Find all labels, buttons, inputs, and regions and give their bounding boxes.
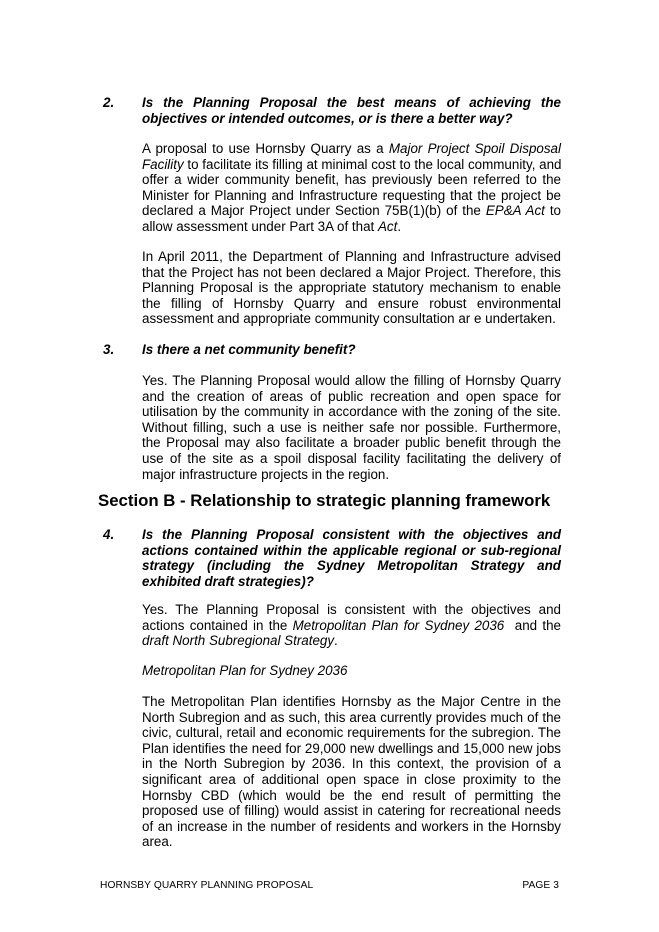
text-run: declared a Major Project under Section 75B(1)(b) of the [142, 203, 486, 219]
paragraph-line: area. [142, 834, 173, 850]
paragraph-line: Without filling, such a use is neither safe nor possible. Furthermore, [142, 419, 561, 435]
question-line: strategy (including the Sydney Metropolitan Strategy and [142, 558, 561, 574]
paragraph-line: major infrastructure projects in the region. [142, 466, 390, 482]
paragraph-consistent [142, 602, 561, 649]
text-run: allow assessment under Part 3A of that [142, 218, 378, 234]
paragraph-line: significant area of additional open space in close proximity to the [142, 771, 561, 787]
question-number: 2. [103, 95, 115, 110]
paragraph-line [142, 203, 561, 219]
question-text [142, 527, 561, 589]
paragraph-line: proposed use of filling) would assist in catering for recreational needs [142, 803, 561, 819]
italic-run: Act [377, 218, 398, 234]
footer-document-title: HORNSBY QUARRY PLANNING PROPOSAL [100, 880, 314, 891]
paragraph-line: that the Project has not been declared a Major Project. Therefore, this [142, 264, 561, 280]
question-line: Is the Planning Proposal the best means of achieving the [142, 95, 561, 110]
paragraph-line [142, 633, 561, 649]
text-run: and the [504, 617, 562, 633]
paragraph-line: Yes. The Planning Proposal is consistent with the objectives and [142, 602, 561, 617]
text-run: . [334, 633, 338, 649]
paragraph-line: assessment and appropriate community consultation ar e undertaken. [142, 311, 556, 327]
paragraph-line: Planning Proposal is the appropriate statutory mechanism to enable [142, 280, 561, 296]
question-line: Is there a net community benefit? [142, 342, 356, 357]
italic-run: draft North Subregional Strategy [142, 633, 335, 649]
paragraph-line: offer a wider community benefit, has previously been referred to the [142, 172, 561, 188]
paragraph-line: utilisation by the community in accordance with the zoning of the site. [142, 404, 561, 420]
paragraph-major-project [142, 141, 561, 235]
question-number: 3. [103, 342, 115, 357]
text-run: to [544, 203, 561, 219]
paragraph-metropolitan-plan [142, 694, 561, 850]
question-line: objectives or intended outcomes, or is there a better way? [142, 110, 513, 126]
text-run: to facilitate its filling at minimal cost to the local community, and [183, 156, 562, 172]
paragraph-line: civic, cultural, retail and economic requirements for the subregion. The [142, 725, 561, 741]
paragraph-line: Yes. The Planning Proposal would allow the filling of Hornsby Quarry [142, 373, 561, 388]
footer-page-number: PAGE 3 [522, 880, 559, 891]
question-line: actions contained within the applicable regional or sub-regional [142, 542, 561, 558]
italic-run: Metropolitan Plan for Sydney 2036 [292, 617, 505, 633]
question-line: Is the Planning Proposal consistent with the objectives and [142, 527, 561, 542]
subheading-metropolitan-plan: Metropolitan Plan for Sydney 2036 [142, 663, 348, 678]
paragraph-line [142, 618, 561, 634]
paragraph-line: Minister for Planning and Infrastructure requesting that the project be [142, 187, 561, 203]
paragraph-line: the Proposal may also facilitate a broader public benefit through the [142, 435, 561, 451]
paragraph-april-2011 [142, 249, 561, 327]
section-heading: Section B - Relationship to strategic planning framework [98, 491, 551, 510]
italic-run: Facility [142, 156, 184, 172]
paragraph-line [142, 157, 561, 173]
italic-run: EP&A Act [485, 203, 545, 219]
italic-run: Major Project Spoil Disposal [388, 141, 561, 156]
paragraph-line: In April 2011, the Department of Planning and Infrastructure advised [142, 249, 561, 264]
paragraph-line: North Subregion and as such, this area currently provides much of the [142, 709, 561, 725]
paragraph-line: The Metropolitan Plan identifies Hornsby as the Major Centre in the [142, 694, 561, 709]
text-run: . [397, 218, 402, 234]
paragraph-line: Plan identifies the need for 29,000 new dwellings and 15,000 new jobs [142, 740, 561, 756]
paragraph-line: of an increase in the number of residents and workers in the Hornsby [142, 818, 561, 834]
paragraph-line: use of the site as a spoil disposal facility facilitating the delivery of [142, 450, 561, 466]
question-number: 4. [103, 527, 115, 542]
question-line: exhibited draft strategies)? [142, 573, 314, 589]
question-text [142, 95, 561, 126]
text-run: A proposal to use Hornsby Quarry as a [142, 141, 389, 156]
text-run: actions contained in the [142, 617, 293, 633]
paragraph-line [142, 141, 561, 157]
question-text [142, 342, 561, 358]
paragraph-line: the filling of Hornsby Quarry and ensure robust environmental [142, 295, 561, 311]
paragraph-net-benefit [142, 373, 561, 482]
paragraph-line: Hornsby CBD (which would be the end result of permitting the [142, 787, 561, 803]
paragraph-line: in the North Subregion by 2036. In this context, the provision of a [142, 756, 561, 772]
paragraph-line: and the creation of areas of public recreation and open space for [142, 388, 561, 404]
paragraph-line [142, 219, 561, 235]
